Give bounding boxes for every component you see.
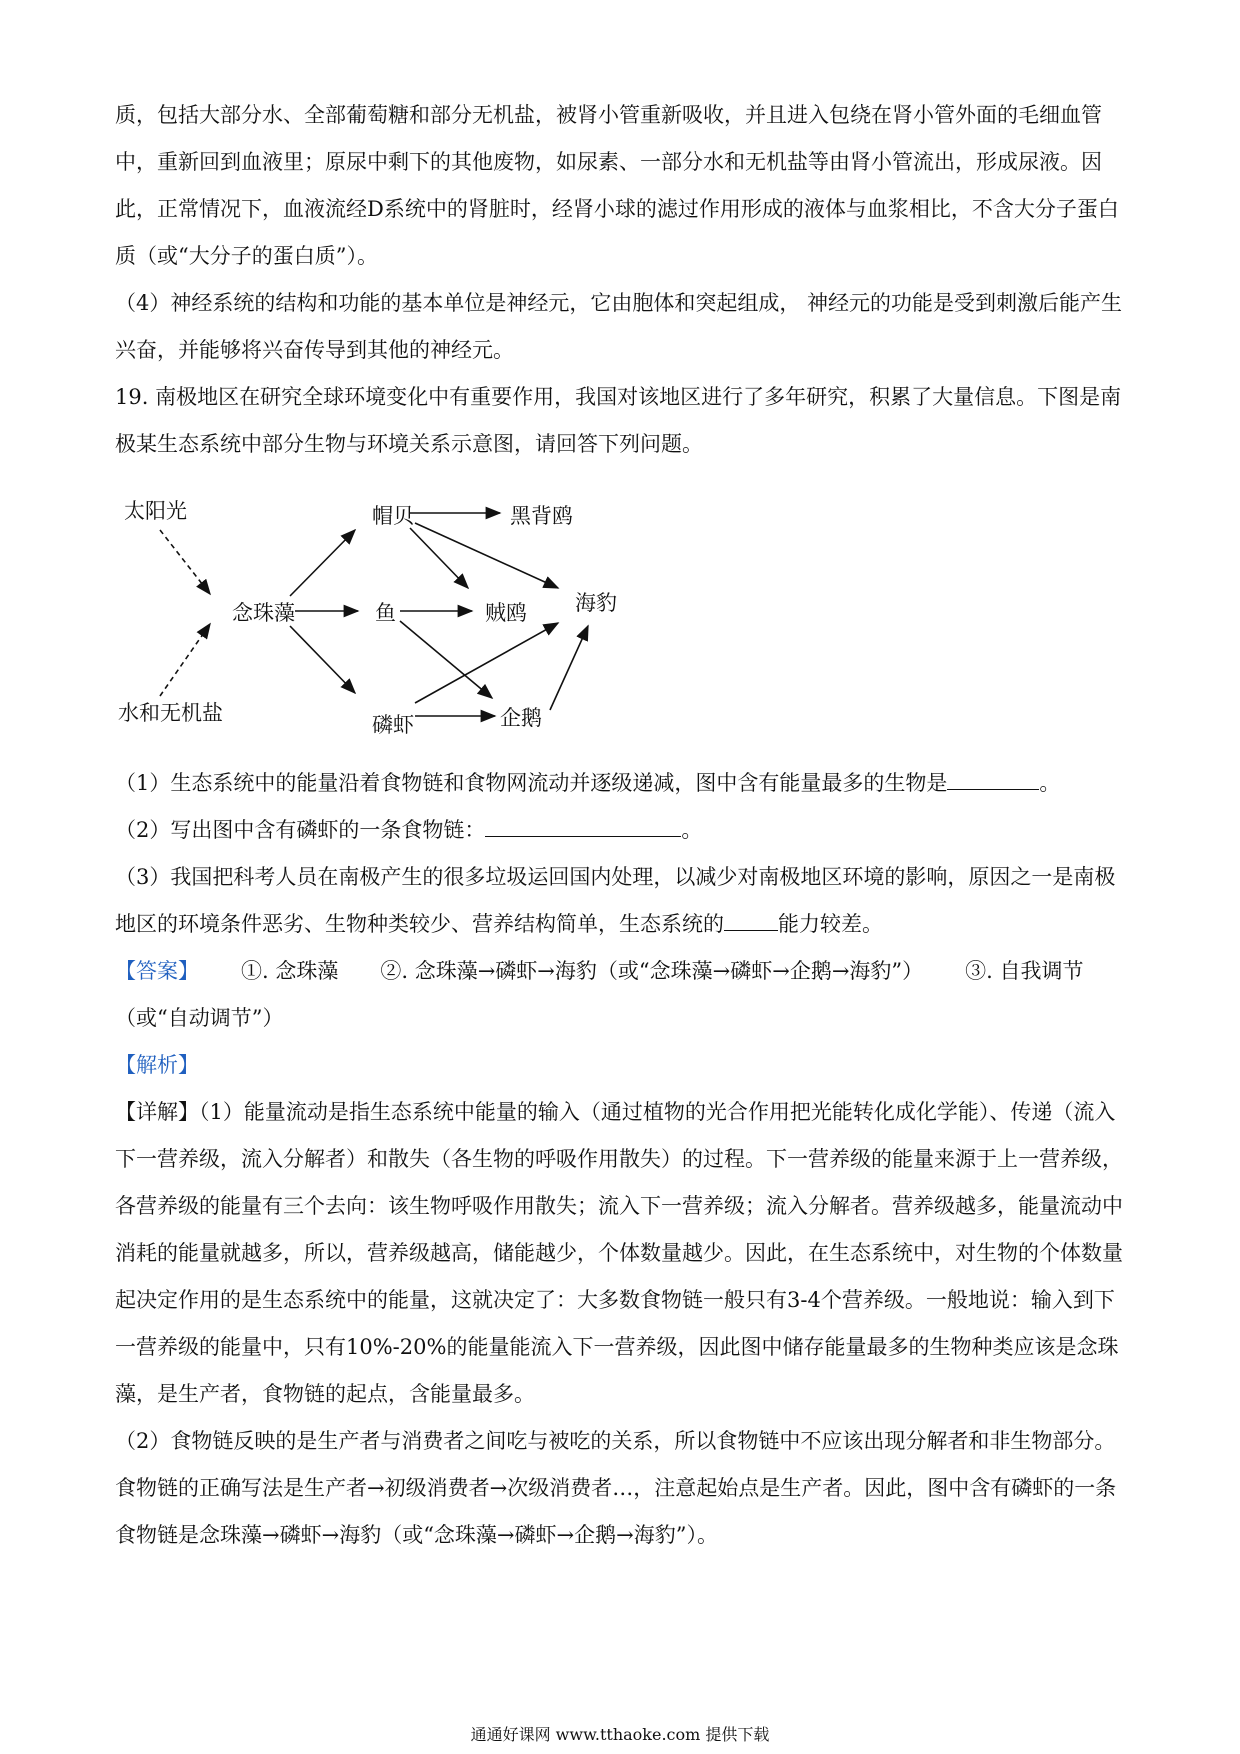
- answer-blank-3[interactable]: [724, 908, 778, 931]
- node-sun: 太阳光: [124, 499, 187, 523]
- arrow-algae-to-limpet: [290, 530, 355, 596]
- answer-2: ②. 念珠藻→磷虾→海豹（或“念珠藻→磷虾→企鹅→海豹”）: [380, 959, 924, 983]
- node-algae: 念珠藻: [232, 601, 295, 625]
- node-krill: 磷虾: [372, 713, 414, 737]
- node-water-salt: 水和无机盐: [118, 701, 223, 725]
- answer-1: ①. 念珠藻: [241, 959, 339, 983]
- arrow-water-to-algae: [160, 624, 210, 696]
- question-19-stem: 19. 南极地区在研究全球环境变化中有重要作用，我国对该地区进行了多年研究，积累了大量信息。下图是南极某生态系统中部分生物与环境关系示意图，请回答下列问题。: [115, 385, 1122, 456]
- node-black-backed-gull: 黑背鸥: [510, 504, 573, 528]
- arrow-algae-to-krill: [290, 626, 355, 693]
- node-fish: 鱼: [375, 601, 396, 625]
- node-skua: 贼鸥: [485, 601, 527, 625]
- detail-label: 【详解】: [115, 1100, 199, 1124]
- question-19-1: （1）生态系统中的能量沿着食物链和食物网流动并逐级递减，图中含有能量最多的生物是 。: [115, 760, 1130, 807]
- node-penguin: 企鹅: [500, 706, 542, 730]
- paragraph-urine-formation: 质，包括大部分水、全部葡萄糖和部分无机盐，被肾小管重新吸收，并且进入包绕在肾小管外面的毛细血管中，重新回到血液里；原尿中剩下的其他废物，如尿素、一部分水和无机盐等由肾小管流出，形成尿液。因此，正常情况下，血液流经D系统中的肾脏时，经肾小球的滤过作用形成的液体与血浆相比，不含大分子蛋白质（或“大分子的蛋白质”）。: [115, 103, 1119, 268]
- arrow-krill-to-seal: [415, 623, 558, 703]
- arrow-sun-to-algae: [160, 530, 210, 594]
- arrow-penguin-to-seal: [550, 626, 588, 710]
- answer-label: 【答案】: [115, 959, 199, 983]
- node-seal: 海豹: [575, 591, 617, 615]
- analysis-paragraph-2: （2）食物链反映的是生产者与消费者之间吃与被吃的关系，所以食物链中不应该出现分解者和非生物部分。食物链的正确写法是生产者→初级消费者→次级消费者…，注意起始点是生产者。因此，图中含有磷虾的一条食物链是念珠藻→磷虾→海豹（或“念珠藻→磷虾→企鹅→海豹”）。: [115, 1429, 1117, 1547]
- paragraph-neuron: （4）神经系统的结构和功能的基本单位是神经元，它由胞体和突起组成， 神经元的功能是受到刺激后能产生兴奋，并能够将兴奋传导到其他的神经元。: [115, 291, 1123, 362]
- question-19-2: （2）写出图中含有磷虾的一条食物链： 。: [115, 807, 1130, 854]
- answer-block: [115, 948, 1130, 1042]
- question-19-3: （3）我国把科考人员在南极产生的很多垃圾运回国内处理，以减少对南极地区环境的影响，原因之一是南极地区的环境条件恶劣、生物种类较少、营养结构简单，生态系统的 能力较差。: [115, 865, 1116, 936]
- answer-3: ③. 自我调节（或“自动调节”）: [115, 959, 1084, 1030]
- node-limpet: 帽贝: [372, 504, 414, 528]
- food-web-diagram: [110, 488, 730, 748]
- analysis-label: 【解析】: [115, 1053, 199, 1077]
- answer-blank-1[interactable]: [947, 767, 1039, 790]
- analysis-paragraph-1: 【详解】（1）能量流动是指生态系统中能量的输入（通过植物的光合作用把光能转化成化学能）、传递（流入下一营养级，流入分解者）和散失（各生物的呼吸作用散失）的过程。下一营养级的能量来源于上一营养级，各营养级的能量有三个去向：该生物呼吸作用散失；流入下一营养级；流入分解者。营养级越多，能量流动中消耗的能量就越多，所以，营养级越高，储能越少，个体数量越少。因此，在生态系统中，对生物的个体数量起决定作用的是生态系统中的能量，这就决定了：大多数食物链一般只有3-4个营养级。一般地说：输入到下一营养级的能量中，只有10%-20%的能量能流入下一营养级，因此图中储存能量最多的生物种类应该是念珠藻，是生产者，食物链的起点，含能量最多。: [115, 1100, 1123, 1406]
- answer-blank-2[interactable]: [485, 814, 681, 837]
- arrow-limpet-to-skua: [410, 528, 468, 588]
- page-footer: 通通好课网 www.tthaoke.com 提供下载: [470, 1725, 770, 1744]
